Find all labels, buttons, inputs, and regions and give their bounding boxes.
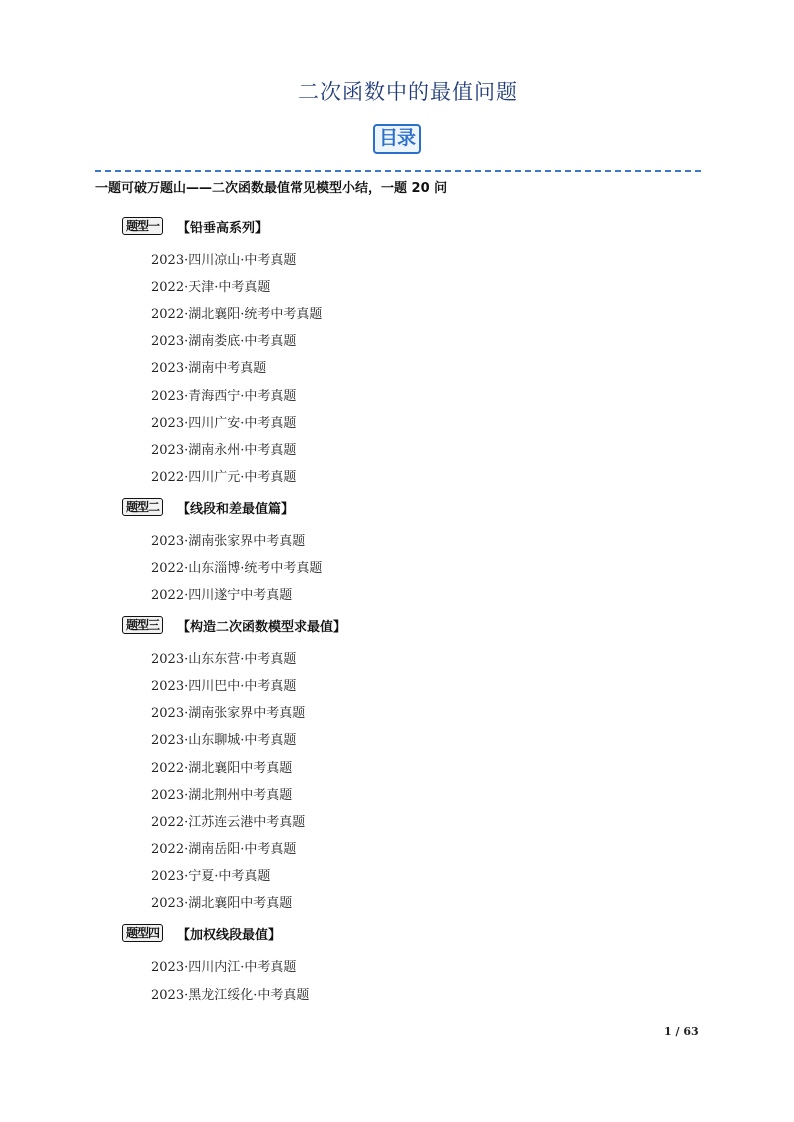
toc-entry[interactable]: 2022·江苏连云港中考真题: [151, 815, 306, 830]
toc-entry[interactable]: 2023·山东东营·中考真题: [151, 652, 297, 667]
section-2-heading[interactable]: [122, 498, 294, 516]
section-4-badge: 题型四: [122, 924, 163, 942]
toc-entry[interactable]: 2023·四川内江·中考真题: [151, 960, 297, 975]
toc-entry[interactable]: 2023·湖南张家界中考真题: [151, 706, 306, 721]
section-2-title: 【线段和差最值篇】: [177, 501, 295, 517]
toc-entry[interactable]: 2023·四川巴中·中考真题: [151, 679, 297, 694]
toc-entry[interactable]: 2023·山东聊城·中考真题: [151, 733, 297, 748]
document-title: 二次函数中的最值问题: [298, 80, 518, 104]
section-4-title: 【加权线段最值】: [177, 927, 282, 943]
section-3-heading[interactable]: [122, 616, 346, 634]
section-3-badge: 题型三: [122, 616, 163, 634]
page-number: 1 / 63: [664, 1025, 699, 1038]
toc-entry[interactable]: 2023·湖南张家界中考真题: [151, 534, 306, 549]
section-4-heading[interactable]: [122, 924, 281, 942]
toc-entry[interactable]: 2023·四川广安·中考真题: [151, 416, 297, 431]
toc-entry[interactable]: 2023·湖北襄阳中考真题: [151, 896, 293, 911]
dashed-divider: [95, 170, 701, 172]
toc-label: 目录: [373, 124, 421, 154]
section-1-heading[interactable]: [122, 217, 268, 235]
toc-entry[interactable]: 2023·湖南永州·中考真题: [151, 443, 297, 458]
toc-entry[interactable]: 2022·四川遂宁中考真题: [151, 588, 293, 603]
toc-entry[interactable]: 2022·湖北襄阳·统考中考真题: [151, 307, 323, 322]
toc-entry[interactable]: 2023·湖北荆州中考真题: [151, 788, 293, 803]
toc-entry[interactable]: 2023·黑龙江绥化·中考真题: [151, 988, 310, 1003]
toc-entry[interactable]: 2023·宁夏·中考真题: [151, 869, 271, 884]
intro-heading[interactable]: 一题可破万题山——二次函数最值常见模型小结，一题 20 问: [95, 181, 448, 196]
section-1-title: 【铅垂高系列】: [177, 220, 269, 236]
section-1-badge: 题型一: [122, 217, 163, 235]
toc-entry[interactable]: 2023·青海西宁·中考真题: [151, 389, 297, 404]
toc-entry[interactable]: 2023·湖南中考真题: [151, 361, 267, 376]
section-2-badge: 题型二: [122, 498, 163, 516]
toc-entry[interactable]: 2022·天津·中考真题: [151, 280, 271, 295]
toc-entry[interactable]: 2022·山东淄博·统考中考真题: [151, 561, 323, 576]
toc-entry[interactable]: 2023·湖南娄底·中考真题: [151, 334, 297, 349]
toc-entry[interactable]: 2023·四川凉山·中考真题: [151, 253, 297, 268]
toc-entry[interactable]: 2022·湖北襄阳中考真题: [151, 761, 293, 776]
section-3-title: 【构造二次函数模型求最值】: [177, 619, 347, 635]
toc-entry[interactable]: 2022·湖南岳阳·中考真题: [151, 842, 297, 857]
toc-entry[interactable]: 2022·四川广元·中考真题: [151, 470, 297, 485]
